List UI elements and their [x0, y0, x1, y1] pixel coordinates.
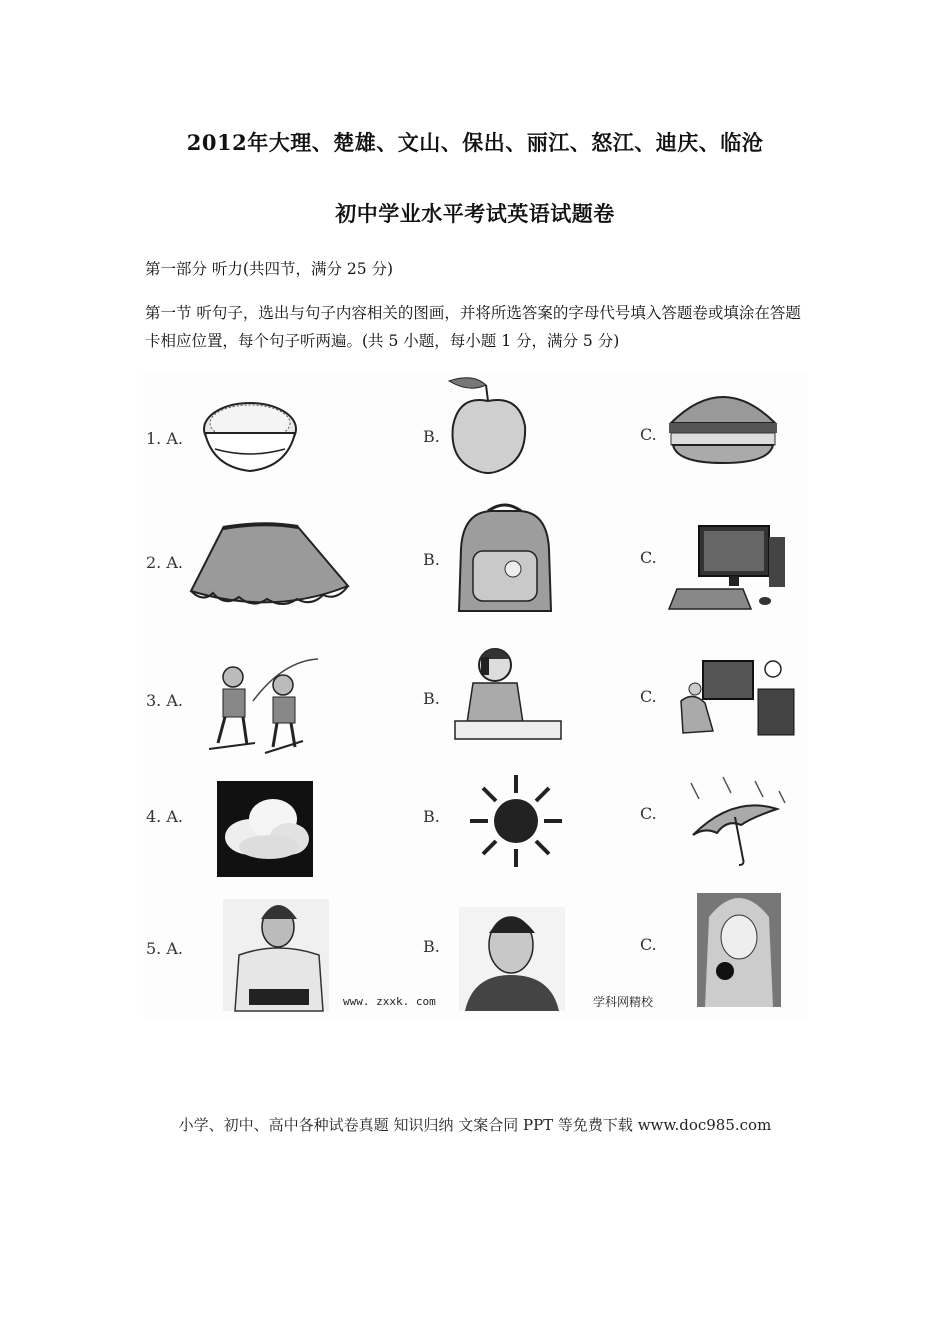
part-heading: 第一部分 听力(共四节，满分 25 分) — [145, 260, 394, 278]
hamburger-icon — [669, 397, 777, 463]
exam-title-line1: 2012年大理、楚雄、文山、保出、丽江、怒江、迪庆、临沧 — [186, 130, 764, 155]
option-label: B. — [423, 689, 440, 708]
option-label: C. — [640, 548, 657, 567]
option-label: B. — [423, 550, 440, 569]
sun-icon — [470, 775, 562, 867]
boy-photo-icon — [459, 907, 565, 1011]
apple-icon — [449, 378, 525, 473]
computer-icon — [669, 526, 785, 609]
cloud-icon — [217, 781, 313, 877]
page-footer: 小学、初中、高中各种试卷真题 知识归纳 文案合同 PPT 等免费下载 www.doc985.com — [178, 1116, 772, 1134]
exam-title-line2: 初中学业水平考试英语试题卷 — [335, 201, 615, 226]
option-label: 2. A. — [146, 553, 183, 572]
singer-photo-icon — [697, 893, 781, 1007]
option-label: 3. A. — [146, 691, 183, 710]
option-label: C. — [640, 935, 657, 954]
skiing-icon — [209, 659, 318, 753]
section-instruction: 第一节 听句子，选出与句子内容相关的图画，并将所选答案的字母代号填入答题卷或填涂在答题卡相应位置，每个句子听两遍。(共 5 小题，每小题 1 分，满分 5 分) — [145, 304, 801, 350]
option-label: C. — [640, 425, 657, 444]
backpack-icon — [459, 505, 551, 611]
option-label: B. — [423, 807, 440, 826]
watermark-url: www. zxxk. com — [343, 995, 436, 1008]
listening-pictures-figure — [143, 371, 807, 1018]
option-label: 5. A. — [146, 939, 183, 958]
option-label: C. — [640, 687, 657, 706]
rice-bowl-icon — [204, 403, 296, 471]
umbrella-rain-icon — [691, 777, 785, 865]
option-label: 4. A. — [146, 807, 183, 826]
watching-tv-icon — [681, 661, 794, 735]
woman-photo-icon — [223, 899, 329, 1011]
watermark-text: 学科网精校 — [593, 995, 654, 1009]
option-label: B. — [423, 427, 440, 446]
skirt-icon — [191, 524, 348, 604]
boy-on-phone-icon — [455, 649, 561, 739]
option-label: B. — [423, 937, 440, 956]
option-label: C. — [640, 804, 657, 823]
option-label: 1. A. — [146, 429, 183, 448]
